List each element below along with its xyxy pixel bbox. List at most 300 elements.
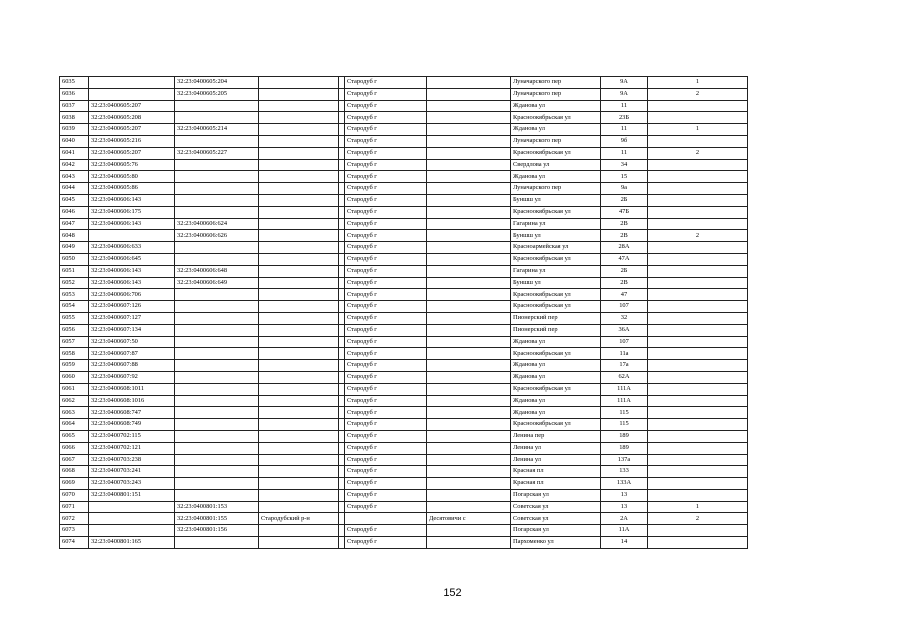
table-cell: 32:23:0400702:121 — [89, 442, 175, 454]
table-cell — [175, 489, 259, 501]
table-cell: Жданова ул — [511, 371, 601, 383]
table-cell: Красноокябрьская ул — [511, 112, 601, 124]
table-cell — [427, 537, 511, 549]
table-cell: Стародуб г — [345, 242, 427, 254]
table-cell: Стародуб г — [345, 454, 427, 466]
table-cell: Стародуб г — [345, 265, 427, 277]
page-number: 152 — [443, 587, 462, 599]
table-cell: 6046 — [60, 206, 89, 218]
table-cell: Луначарского пер — [511, 135, 601, 147]
table-cell — [259, 277, 339, 289]
table-cell: 11 — [601, 147, 648, 159]
table-cell — [648, 253, 748, 265]
table-cell: Стародуб г — [345, 147, 427, 159]
table-row — [60, 242, 748, 254]
table-cell — [259, 289, 339, 301]
table-cell: Красноокябрьская ул — [511, 383, 601, 395]
table-cell: 6049 — [60, 242, 89, 254]
table-cell: Луначарского пер — [511, 183, 601, 195]
table-cell — [175, 242, 259, 254]
table-cell: Красноокябрьская ул — [511, 289, 601, 301]
table-cell — [427, 395, 511, 407]
table-cell: Стародуб г — [345, 253, 427, 265]
table-cell: 32:23:0400606:648 — [175, 265, 259, 277]
table-cell: 6056 — [60, 324, 89, 336]
table-cell: 13 — [601, 501, 648, 513]
table-cell: 6057 — [60, 336, 89, 348]
table-cell: 11 — [601, 100, 648, 112]
table-cell: Стародубский р-н — [259, 513, 339, 525]
table-cell — [427, 301, 511, 313]
table-cell — [427, 88, 511, 100]
table-cell — [175, 430, 259, 442]
table-cell: 32:23:0400606:633 — [89, 242, 175, 254]
table-cell: 32:23:0400801:165 — [89, 537, 175, 549]
table-row — [60, 253, 748, 265]
table-row — [60, 525, 748, 537]
table-cell: Красноокябрьская ул — [511, 253, 601, 265]
table-cell: 115 — [601, 419, 648, 431]
table-cell: 32:23:0400608:749 — [89, 419, 175, 431]
table-row — [60, 277, 748, 289]
table-cell — [648, 324, 748, 336]
table-cell: 32:23:0400605:208 — [89, 112, 175, 124]
table-cell — [648, 537, 748, 549]
table-cell: Красноокябрьская ул — [511, 147, 601, 159]
table-cell: 6070 — [60, 489, 89, 501]
table-cell: 36А — [601, 324, 648, 336]
table-cell — [648, 183, 748, 195]
table-cell: 32:23:0400801:155 — [175, 513, 259, 525]
table-cell: 6039 — [60, 124, 89, 136]
table-cell — [259, 171, 339, 183]
table-row — [60, 230, 748, 242]
table-cell: Буншш ул — [511, 194, 601, 206]
table-cell: Буншш ул — [511, 277, 601, 289]
table-cell: Стародуб г — [345, 77, 427, 89]
table-cell: 6064 — [60, 419, 89, 431]
table-cell — [427, 419, 511, 431]
table-cell — [259, 348, 339, 360]
table-cell — [175, 194, 259, 206]
table-cell: 32:23:0400608:1016 — [89, 395, 175, 407]
table-cell: 6073 — [60, 525, 89, 537]
table-cell: Гагарина ул — [511, 218, 601, 230]
table-cell — [259, 135, 339, 147]
table-cell: Стародуб г — [345, 112, 427, 124]
table-cell: 13 — [601, 489, 648, 501]
table-cell — [175, 395, 259, 407]
table-cell — [175, 301, 259, 313]
table-cell — [259, 253, 339, 265]
table-cell: 11а — [601, 348, 648, 360]
table-cell: Стародуб г — [345, 135, 427, 147]
table-row — [60, 395, 748, 407]
table-cell — [259, 206, 339, 218]
table-cell: 6061 — [60, 383, 89, 395]
table-cell: 137а — [601, 454, 648, 466]
table-row — [60, 206, 748, 218]
table-cell — [89, 513, 175, 525]
table-cell — [259, 312, 339, 324]
table-cell — [259, 478, 339, 490]
table-cell: Стародуб г — [345, 478, 427, 490]
table-cell — [89, 77, 175, 89]
table-cell: 32:23:0400606:626 — [175, 230, 259, 242]
table-cell: Пархоменко ул — [511, 537, 601, 549]
table-row — [60, 324, 748, 336]
table-cell: 15 — [601, 171, 648, 183]
table-cell — [648, 194, 748, 206]
table-cell: 32:23:0400607:127 — [89, 312, 175, 324]
table-cell: 6069 — [60, 478, 89, 490]
table-cell: 32:23:0400607:50 — [89, 336, 175, 348]
table-cell: Стародуб г — [345, 407, 427, 419]
table-cell — [648, 407, 748, 419]
table-row — [60, 289, 748, 301]
table-cell — [648, 218, 748, 230]
table-cell: 2В — [601, 218, 648, 230]
table-cell — [648, 159, 748, 171]
table-cell — [427, 501, 511, 513]
table-cell: Пионерский пер — [511, 324, 601, 336]
table-cell: 6062 — [60, 395, 89, 407]
table-cell: 32:23:0400606:143 — [89, 218, 175, 230]
table-cell: Жданова ул — [511, 336, 601, 348]
table-cell: 32:23:0400703:238 — [89, 454, 175, 466]
table-cell: 2В — [601, 230, 648, 242]
table-cell — [259, 489, 339, 501]
table-cell: Стародуб г — [345, 206, 427, 218]
table-row — [60, 124, 748, 136]
table-cell — [259, 265, 339, 277]
table-cell: Стародуб г — [345, 489, 427, 501]
table-cell: Стародуб г — [345, 336, 427, 348]
table-cell: Стародуб г — [345, 525, 427, 537]
table-cell — [427, 454, 511, 466]
table-cell — [259, 395, 339, 407]
table-cell: 11А — [601, 525, 648, 537]
table-cell — [259, 430, 339, 442]
table-cell — [427, 218, 511, 230]
table-cell — [175, 312, 259, 324]
table-row — [60, 466, 748, 478]
table-cell: 6040 — [60, 135, 89, 147]
table-cell — [259, 88, 339, 100]
table-cell — [427, 336, 511, 348]
table-cell — [259, 124, 339, 136]
table-row — [60, 478, 748, 490]
table-cell — [175, 183, 259, 195]
table-cell: Красноокябрьская ул — [511, 301, 601, 313]
table-cell: 6058 — [60, 348, 89, 360]
table-row — [60, 301, 748, 313]
table-cell: 17а — [601, 360, 648, 372]
table-cell: 115 — [601, 407, 648, 419]
table-cell: Гагарина ул — [511, 265, 601, 277]
table-cell: Жданова ул — [511, 360, 601, 372]
table-cell: 1 — [648, 124, 748, 136]
table-cell: 32:23:0400605:205 — [175, 88, 259, 100]
table-cell: 6065 — [60, 430, 89, 442]
table-cell — [259, 112, 339, 124]
table-row — [60, 147, 748, 159]
table-cell: 6071 — [60, 501, 89, 513]
table-cell: 47А — [601, 253, 648, 265]
table-cell: 6059 — [60, 360, 89, 372]
table-cell: Ленина ул — [511, 442, 601, 454]
table-cell — [427, 466, 511, 478]
table-cell: Красноармейская ул — [511, 242, 601, 254]
table-cell — [648, 171, 748, 183]
table-cell: 32:23:0400606:143 — [89, 265, 175, 277]
table-cell: Стародуб г — [345, 230, 427, 242]
table-cell — [648, 454, 748, 466]
table-cell: 107 — [601, 301, 648, 313]
table-cell: 6051 — [60, 265, 89, 277]
table-cell: Красная пл — [511, 466, 601, 478]
table-cell — [259, 466, 339, 478]
table-cell: 2 — [648, 88, 748, 100]
table-cell — [175, 537, 259, 549]
table-cell: Свердлова ул — [511, 159, 601, 171]
table-cell: Стародуб г — [345, 159, 427, 171]
table-cell — [427, 77, 511, 89]
table-cell — [648, 135, 748, 147]
table-cell: 6045 — [60, 194, 89, 206]
table-cell: Стародуб г — [345, 537, 427, 549]
table-cell — [427, 312, 511, 324]
table-cell — [427, 407, 511, 419]
register-table — [59, 76, 748, 549]
table-cell: 11 — [601, 124, 648, 136]
table-cell — [648, 112, 748, 124]
table-cell — [89, 88, 175, 100]
table-cell — [648, 466, 748, 478]
table-cell: 32:23:0400607:126 — [89, 301, 175, 313]
table-cell: 32:23:0400608:1011 — [89, 383, 175, 395]
table-cell — [648, 312, 748, 324]
table-row — [60, 430, 748, 442]
table-row — [60, 112, 748, 124]
table-cell: 111А — [601, 383, 648, 395]
table-cell: Жданова ул — [511, 100, 601, 112]
table-cell — [427, 442, 511, 454]
table-cell — [175, 419, 259, 431]
table-cell — [648, 348, 748, 360]
table-cell — [648, 360, 748, 372]
table-cell: Советская ул — [511, 501, 601, 513]
table-cell: Жданова ул — [511, 395, 601, 407]
table-cell: 32:23:0400606:706 — [89, 289, 175, 301]
table-cell: 2 — [648, 230, 748, 242]
table-cell: Стародуб г — [345, 383, 427, 395]
table-cell — [259, 147, 339, 159]
table-cell: 2В — [601, 277, 648, 289]
table-cell — [175, 407, 259, 419]
table-cell — [427, 100, 511, 112]
table-cell — [427, 324, 511, 336]
table-cell — [175, 100, 259, 112]
table-cell: 6072 — [60, 513, 89, 525]
table-cell — [427, 478, 511, 490]
table-cell: 6060 — [60, 371, 89, 383]
table-cell: 34 — [601, 159, 648, 171]
table-row — [60, 537, 748, 549]
table-row — [60, 348, 748, 360]
table-cell — [89, 525, 175, 537]
table-cell: 32:23:0400606:624 — [175, 218, 259, 230]
table-cell — [89, 501, 175, 513]
table-cell — [175, 159, 259, 171]
table-cell — [259, 301, 339, 313]
table-cell: 32:23:0400606:143 — [89, 277, 175, 289]
table-row — [60, 312, 748, 324]
table-cell: Стародуб г — [345, 466, 427, 478]
table-cell — [175, 324, 259, 336]
table-cell — [259, 183, 339, 195]
table-row — [60, 371, 748, 383]
table-cell — [175, 454, 259, 466]
table-cell — [259, 419, 339, 431]
table-cell — [648, 336, 748, 348]
table-cell — [427, 360, 511, 372]
table-cell: Стародуб г — [345, 371, 427, 383]
table-cell: 32:23:0400605:207 — [89, 147, 175, 159]
table-cell — [259, 501, 339, 513]
table-cell: 32:23:0400605:86 — [89, 183, 175, 195]
table-row — [60, 501, 748, 513]
table-cell: Красноокябрьская ул — [511, 348, 601, 360]
table-cell: 32:23:0400608:747 — [89, 407, 175, 419]
table-cell — [427, 112, 511, 124]
table-cell: 32 — [601, 312, 648, 324]
table-cell — [427, 371, 511, 383]
table-cell: 32:23:0400605:80 — [89, 171, 175, 183]
table-row — [60, 88, 748, 100]
table-cell: Стародуб г — [345, 430, 427, 442]
table-row — [60, 171, 748, 183]
table-cell: 111А — [601, 395, 648, 407]
table-cell: 6052 — [60, 277, 89, 289]
table-row — [60, 159, 748, 171]
table-cell — [648, 206, 748, 218]
table-cell: 6068 — [60, 466, 89, 478]
table-cell — [427, 124, 511, 136]
table-cell — [648, 525, 748, 537]
table-cell — [175, 348, 259, 360]
table-cell: Жданова ул — [511, 171, 601, 183]
table-cell — [175, 135, 259, 147]
table-cell: 6044 — [60, 183, 89, 195]
table-cell: Пионерский пер — [511, 312, 601, 324]
table-cell — [259, 194, 339, 206]
table-cell — [648, 478, 748, 490]
table-cell: 9б — [601, 135, 648, 147]
table-cell — [427, 525, 511, 537]
table-cell: 28А — [601, 242, 648, 254]
table-cell — [648, 430, 748, 442]
table-cell: 6042 — [60, 159, 89, 171]
table-cell — [175, 371, 259, 383]
table-cell — [427, 171, 511, 183]
table-cell: 2Б — [601, 265, 648, 277]
table-cell: 32:23:0400703:241 — [89, 466, 175, 478]
table-cell: 6067 — [60, 454, 89, 466]
table-cell: 2А — [601, 513, 648, 525]
table-cell: 9А — [601, 88, 648, 100]
table-row — [60, 454, 748, 466]
table-cell: 32:23:0400605:227 — [175, 147, 259, 159]
table-cell — [259, 442, 339, 454]
table-row — [60, 513, 748, 525]
table-cell: Погарская ул — [511, 525, 601, 537]
table-cell — [345, 513, 427, 525]
table-cell: Красноокябрьская ул — [511, 206, 601, 218]
table-cell: 32:23:0400605:214 — [175, 124, 259, 136]
table-row — [60, 100, 748, 112]
table-cell: 1 — [648, 77, 748, 89]
table-cell: Стародуб г — [345, 501, 427, 513]
table-row — [60, 218, 748, 230]
table-cell: 32:23:0400607:92 — [89, 371, 175, 383]
table-cell: Луначарского пер — [511, 77, 601, 89]
table-row — [60, 135, 748, 147]
table-cell — [427, 253, 511, 265]
table-cell — [427, 277, 511, 289]
table-cell — [175, 206, 259, 218]
table-row — [60, 265, 748, 277]
table-cell: 32:23:0400605:216 — [89, 135, 175, 147]
table-cell: 6050 — [60, 253, 89, 265]
table-cell: 32:23:0400606:649 — [175, 277, 259, 289]
table-cell — [648, 395, 748, 407]
table-cell: Стародуб г — [345, 312, 427, 324]
table-cell — [427, 183, 511, 195]
table-cell — [648, 301, 748, 313]
table-cell: 32:23:0400606:645 — [89, 253, 175, 265]
table-cell: 6066 — [60, 442, 89, 454]
table-cell: Стародуб г — [345, 194, 427, 206]
table-cell — [648, 419, 748, 431]
table-cell: Красная пл — [511, 478, 601, 490]
table-cell — [175, 253, 259, 265]
table-cell: Жданова ул — [511, 407, 601, 419]
table-cell — [175, 336, 259, 348]
table-cell — [648, 383, 748, 395]
table-cell: Стародуб г — [345, 183, 427, 195]
table-cell: Стародуб г — [345, 324, 427, 336]
table-row — [60, 183, 748, 195]
table-cell — [427, 230, 511, 242]
table-cell: 32:23:0400605:76 — [89, 159, 175, 171]
table-cell: 6037 — [60, 100, 89, 112]
table-cell — [175, 478, 259, 490]
table-cell: 6048 — [60, 230, 89, 242]
table-cell: Красноокябрьская ул — [511, 419, 601, 431]
table-cell: Стародуб г — [345, 360, 427, 372]
table-cell: 133А — [601, 478, 648, 490]
table-cell — [648, 242, 748, 254]
table-cell: 32:23:0400801:151 — [89, 489, 175, 501]
table-cell: 189 — [601, 442, 648, 454]
table-cell — [259, 242, 339, 254]
table-cell — [89, 230, 175, 242]
table-row — [60, 360, 748, 372]
table-cell: Стародуб г — [345, 124, 427, 136]
table-cell: 32:23:0400606:175 — [89, 206, 175, 218]
table-row — [60, 419, 748, 431]
